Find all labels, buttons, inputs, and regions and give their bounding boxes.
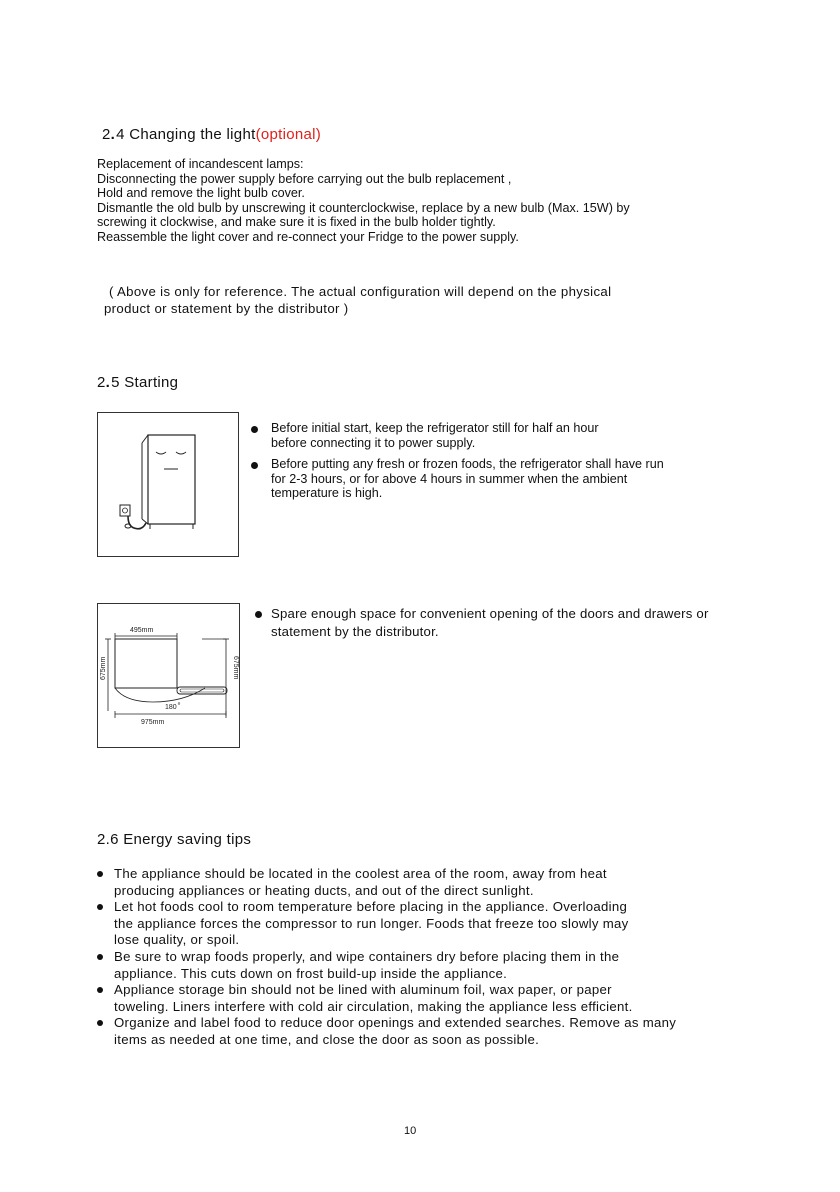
bullet-icon xyxy=(251,426,258,433)
list-item: Before putting any fresh or frozen foods, the refrigerator shall have run for 2-3 hours, or for above 4 hours in summer when the ambient temperature is high. xyxy=(251,457,664,501)
list-item: The appliance should be located in the coolest area of the room, away from heat producing appliances or heating ducts, and out of the direct sunlight. xyxy=(97,866,676,899)
fridge-power-figure xyxy=(97,412,239,557)
bullet-icon xyxy=(97,1020,103,1026)
bullet-icon xyxy=(97,954,103,960)
bullet-icon xyxy=(255,611,262,618)
list-item: Appliance storage bin should not be lined with aluminum foil, wax paper, or paper toweling. Liners interfere with cold air circulation, making the appliance less efficient. xyxy=(97,982,676,1015)
starting-bullets xyxy=(251,421,664,501)
section-2-4-heading: 2.4 Changing the light(optional) xyxy=(102,126,322,143)
list-item: Organize and label food to reduce door openings and extended searches. Remove as many items as needed at one time, and close the door as soon as possible. xyxy=(97,1015,676,1048)
fridge-illustration xyxy=(98,413,238,556)
door-clearance-figure xyxy=(97,603,240,748)
bullet-icon xyxy=(97,871,103,877)
degree-symbol-icon xyxy=(178,703,180,705)
left-height-label: 675mm xyxy=(100,656,107,680)
list-item: Be sure to wrap foods properly, and wipe containers dry before placing them in the appliance. This cuts down on frost build-up inside the appliance. xyxy=(97,949,676,982)
clearance-bullets xyxy=(255,605,709,641)
energy-tips-list xyxy=(97,866,676,1049)
body-line: Dismantle the old bulb by unscrewing it counterclockwise, replace by a new bulb (Max. 15W) by xyxy=(97,200,630,215)
page-number: 10 xyxy=(404,1125,417,1137)
body-line: Disconnecting the power supply before carrying out the bulb replacement , xyxy=(97,171,512,186)
section-2-4-body xyxy=(97,157,630,245)
list-item: Let hot foods cool to room temperature before placing in the appliance. Overloading the appliance forces the compressor to run longer. Foods that freeze too slowly may lose quality, or spoil. xyxy=(97,899,676,949)
optional-label: (optional) xyxy=(255,126,322,143)
body-line: Hold and remove the light bulb cover. xyxy=(97,186,305,201)
section-2-5-heading: 2.5 Starting xyxy=(97,374,179,391)
body-line: screwing it clockwise, and make sure it is fixed in the bulb holder tightly. xyxy=(97,215,496,230)
bullet-icon xyxy=(97,904,103,910)
depth-dimension-label: 975mm xyxy=(141,719,165,726)
list-item: Before initial start, keep the refrigerator still for half an hour before connecting it to power supply. xyxy=(251,421,664,450)
list-item: Spare enough space for convenient opening of the doors and drawers or statement by the distributor. xyxy=(255,605,709,641)
bullet-icon xyxy=(97,987,103,993)
width-dimension-label: 495mm xyxy=(130,627,154,634)
clearance-diagram xyxy=(98,604,239,747)
bullet-icon xyxy=(251,462,258,469)
section-2-6-heading: 2.6 Energy saving tips xyxy=(97,831,252,848)
body-line: Replacement of incandescent lamps: xyxy=(97,157,304,171)
right-height-label: 675mm xyxy=(232,656,239,680)
body-line: Reassemble the light cover and re-connect your Fridge to the power supply. xyxy=(97,229,519,244)
angle-label: 180 xyxy=(165,704,177,711)
reference-note: ( Above is only for reference. The actual configuration will depend on the physical product or statement by the distributor ) xyxy=(104,284,612,316)
